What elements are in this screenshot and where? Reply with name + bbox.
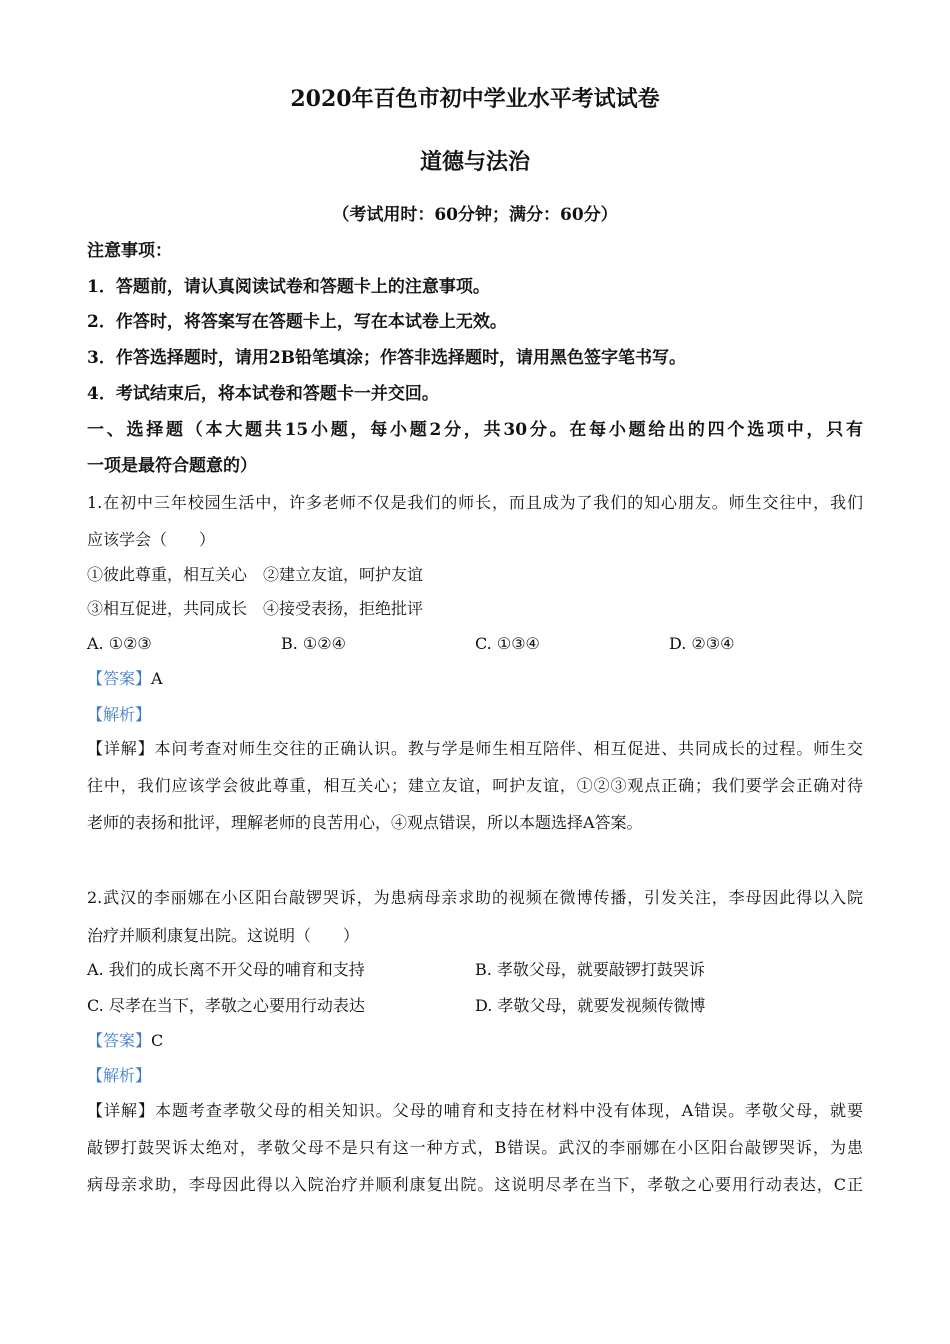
- option-a: A. 我们的成长离不开父母的哺育和支持: [87, 960, 365, 979]
- option-c: C. 尽孝在当下，孝敬之心要用行动表达: [87, 996, 365, 1015]
- detail-line: 老师的表扬和批评，理解老师的良苦用心，④观点错误，所以本题选择A答案。: [87, 813, 643, 832]
- notice-heading: 注意事项：: [87, 241, 172, 261]
- question-stem: 1.在初中三年校园生活中，许多老师不仅是我们的师长，而且成为了我们的知心朋友。师生交往中，我们: [87, 493, 863, 512]
- question-stem: 2.武汉的李丽娜在小区阳台敲锣哭诉，为患病母亲求助的视频在微博传播，引发关注，李母因此得以入院: [87, 888, 863, 907]
- option-d: D. 孝敬父母，就要发视频传微博: [475, 996, 706, 1015]
- notice-item: 3．作答选择题时，请用2B铅笔填涂；作答非选择题时，请用黑色签字笔书写。: [87, 348, 687, 368]
- statement-line: ①彼此尊重，相互关心 ②建立友谊，呵护友谊: [87, 565, 424, 584]
- analysis-label: 【解析】: [87, 1066, 152, 1085]
- question-stem: 治疗并顺利康复出院。这说明（ ）: [87, 926, 360, 945]
- answer-line: [87, 1030, 863, 1052]
- detail-line: 敲锣打鼓哭诉太绝对，孝敬父母不是只有这一种方式，B错误。武汉的李丽娜在小区阳台敲锣哭诉，为患: [87, 1138, 863, 1157]
- answer-value: C: [151, 1031, 164, 1050]
- notice-item: 1．答题前，请认真阅读试卷和答题卡上的注意事项。: [87, 277, 490, 297]
- answer-label: 【答案】: [87, 1031, 152, 1050]
- section-heading: 一、选择题（本大题共15小题，每小题2分，共30分。在每小题给出的四个选项中，只有: [87, 420, 863, 440]
- notice-item: 4．考试结束后，将本试卷和答题卡一并交回。: [87, 384, 439, 404]
- option-b: B. ①②④: [281, 634, 346, 653]
- subject-title: 道德与法治: [419, 149, 530, 175]
- answer-line: [87, 668, 863, 690]
- option-b: B. 孝敬父母，就要敲锣打鼓哭诉: [475, 960, 705, 979]
- detail-line: 病母亲求助，李母因此得以入院治疗并顺利康复出院。这说明尽孝在当下，孝敬之心要用行动表达，C正: [87, 1175, 863, 1194]
- statement-line: ③相互促进，共同成长 ④接受表扬，拒绝批评: [87, 599, 424, 618]
- detail-line: 【详解】本题考查孝敬父母的相关知识。父母的哺育和支持在材料中没有体现，A错误。孝敬父母，就要: [87, 1101, 863, 1120]
- question-stem: 应该学会（ ）: [87, 530, 216, 549]
- detail-line: 【详解】本问考查对师生交往的正确认识。教与学是师生相互陪伴、相互促进、共同成长的过程。师生交: [87, 739, 863, 758]
- option-d: D. ②③④: [669, 634, 735, 653]
- exam-info: （考试用时：60分钟；满分：60分）: [332, 205, 618, 225]
- exam-title: 2020年百色市初中学业水平考试试卷: [290, 86, 660, 112]
- option-c: C. ①③④: [475, 634, 540, 653]
- detail-line: 往中，我们应该学会彼此尊重，相互关心；建立友谊，呵护友谊，①②③观点正确；我们要学会正确对待: [87, 776, 863, 795]
- section-heading-cont: 一项是最符合题意的）: [87, 456, 257, 476]
- answer-label: 【答案】: [87, 669, 152, 688]
- analysis-label: 【解析】: [87, 705, 152, 724]
- answer-value: A: [151, 669, 163, 688]
- option-a: A. ①②③: [87, 634, 152, 653]
- notice-item: 2．作答时，将答案写在答题卡上，写在本试卷上无效。: [87, 312, 507, 332]
